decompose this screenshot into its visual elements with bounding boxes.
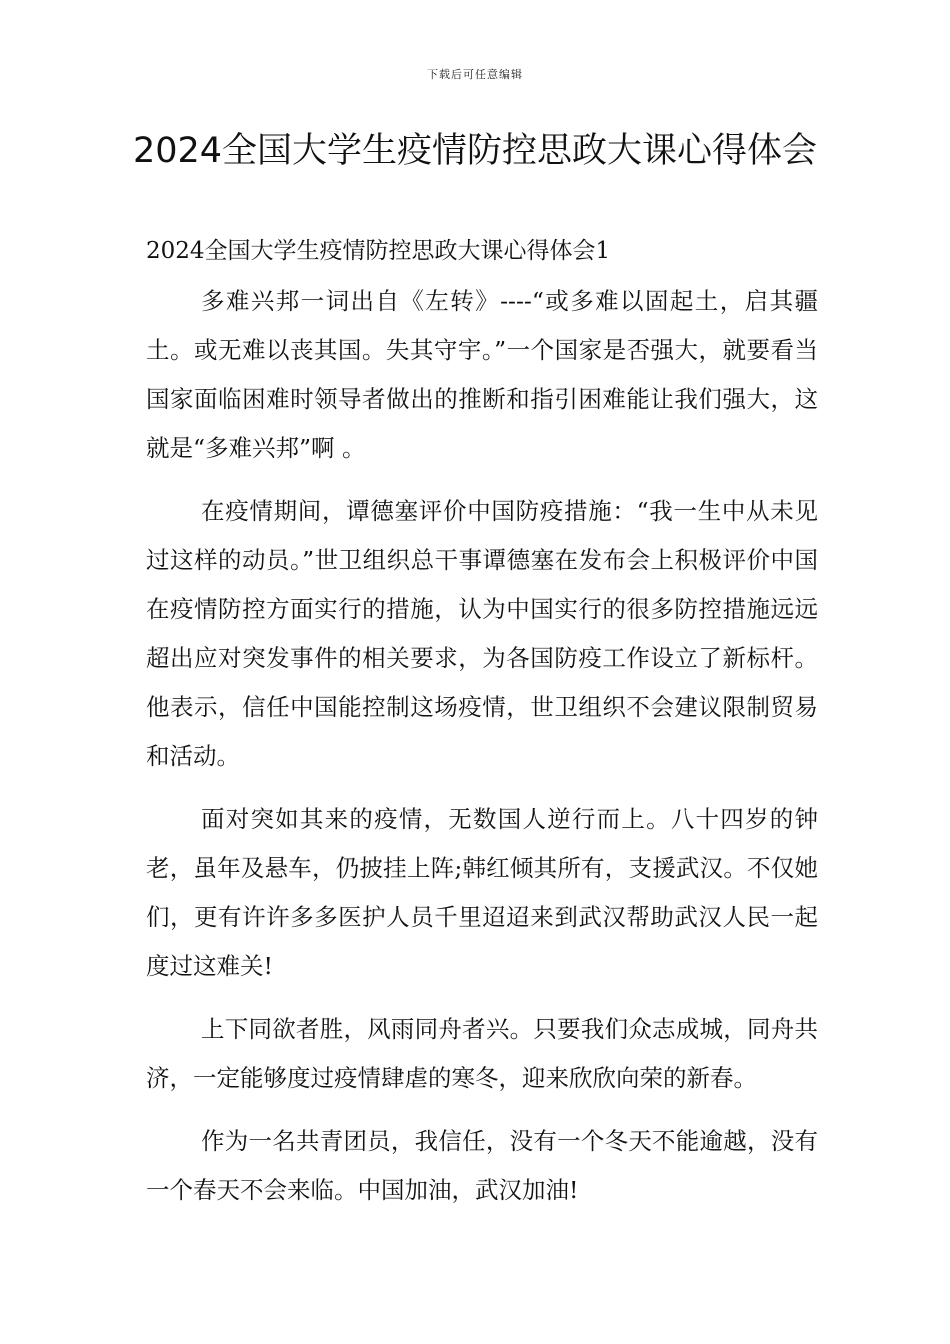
paragraph-4: 上下同欲者胜，风雨同舟者兴。只要我们众志成城，同舟共济，一定能够度过疫情肆虐的寒冬，迎来欣欣向荣的新春。 bbox=[146, 1015, 818, 1092]
paragraph-5: 作为一名共青团员，我信任，没有一个冬天不能逾越，没有一个春天不会来临。中国加油，武汉加油! bbox=[146, 1127, 818, 1204]
header-note: 下载后可任意编辑 bbox=[427, 68, 523, 81]
document-title: 2024全国大学生疫情防控思政大课心得体会 bbox=[132, 131, 818, 171]
paragraph-2: 在疫情期间，谭德塞评价中国防疫措施：“我一生中从未见过这样的动员。”世卫组织总干事谭德塞在发布会上积极评价中国在疫情防控方面实行的措施，认为中国实行的很多防控措施远远超出应对突发事件的相关要求，为各国防疫工作设立了新标杆。他表示，信任中国能控制这场疫情，世卫组织不会建议限制贸易和活动。 bbox=[146, 497, 818, 770]
paragraph-3: 面对突如其来的疫情，无数国人逆行而上。八十四岁的钟老，虽年及悬车，仍披挂上阵;韩红倾其所有，支援武汉。不仅她们，更有许许多多医护人员千里迢迢来到武汉帮助武汉人民一起度过这难关! bbox=[146, 805, 818, 980]
paragraph-1: 多难兴邦一词出自《左转》----“或多难以固起土，启其疆土。或无难以丧其国。失其守宇。”一个国家是否强大，就要看当国家面临困难时领导者做出的推断和指引困难能让我们强大，这就是“多难兴邦”啊 。 bbox=[146, 287, 818, 462]
document-body bbox=[146, 277, 818, 1229]
document-subtitle: 2024全国大学生疫情防控思政大课心得体会1 bbox=[146, 238, 611, 264]
